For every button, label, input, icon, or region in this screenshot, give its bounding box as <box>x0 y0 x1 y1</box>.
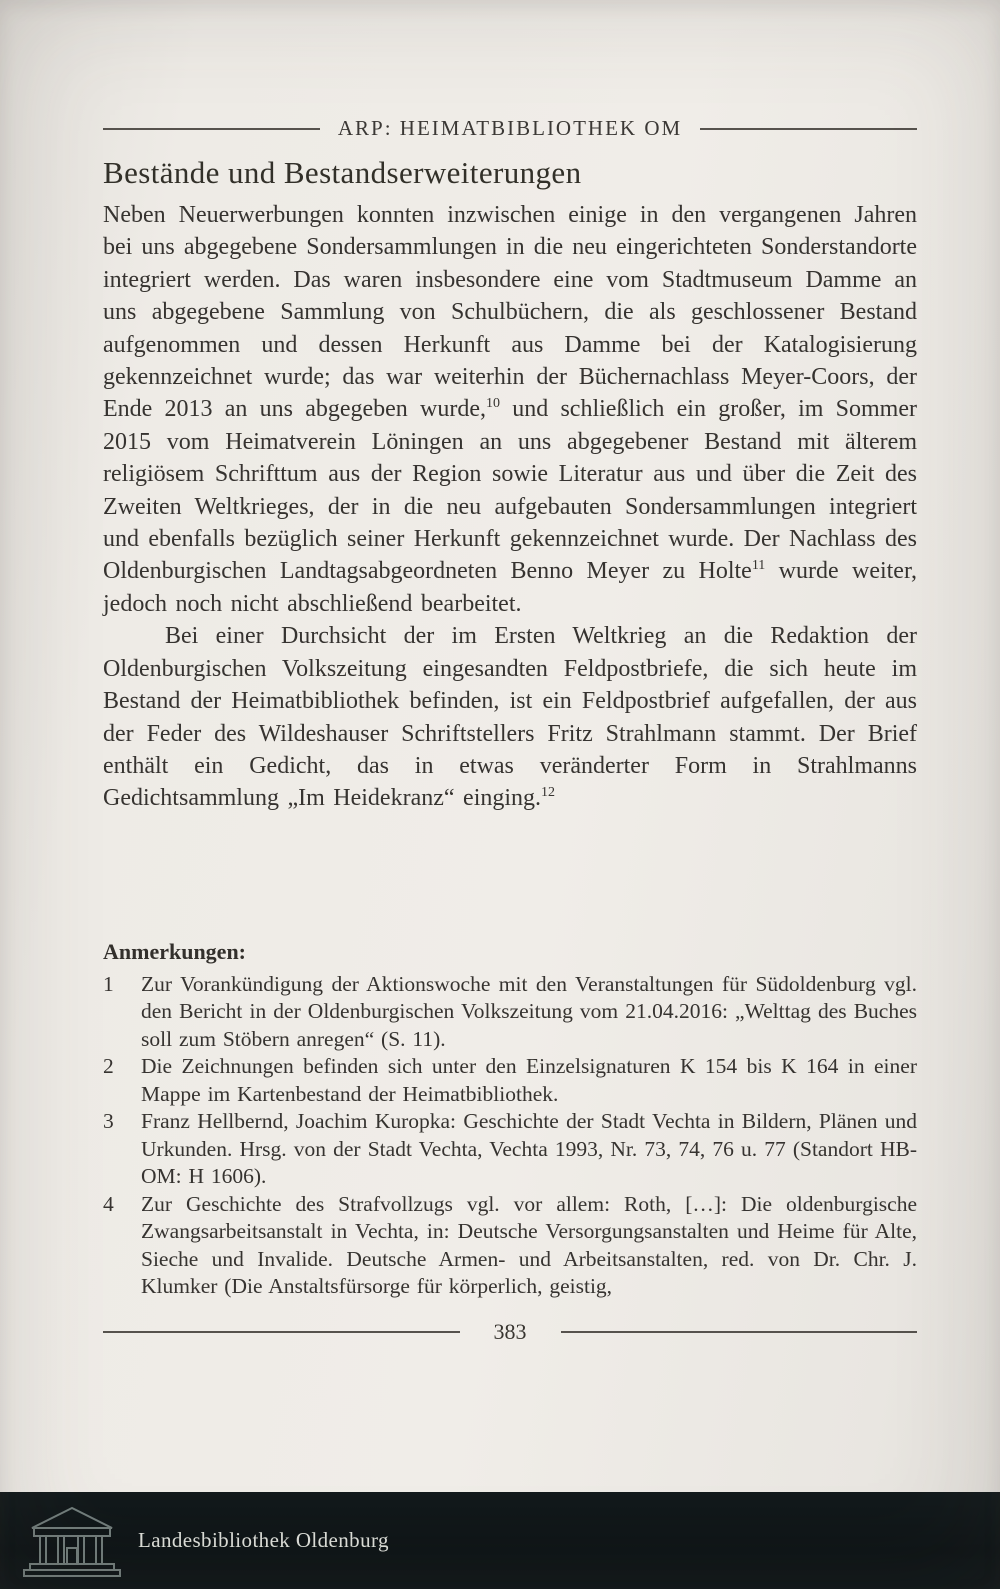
footnote-ref-12: 12 <box>541 785 556 801</box>
footnote-ref-11: 11 <box>751 558 766 574</box>
footnote-number: 2 <box>103 1054 114 1079</box>
footnote-text: Die Zeichnungen befinden sich unter den Einzelsignaturen K 154 bis K 164 in einer Mappe im Kartenbestand der Heimatbibliothek. <box>141 1054 917 1106</box>
footnotes-heading: Anmerkungen: <box>103 938 247 964</box>
footnote-number: 3 <box>103 1109 114 1134</box>
paragraph-1 <box>103 199 917 620</box>
running-head-rule-left <box>103 128 320 130</box>
footnote-item <box>103 1108 917 1191</box>
page-number-rule-right <box>561 1331 918 1333</box>
footnote-text: Franz Hellbernd, Joachim Kuropka: Geschichte der Stadt Vechta in Bildern, Plänen und Urkunden. Hrsg. von der Stadt Vechta, Vechta 1993, Nr. 73, 74, 76 u. 77 (Standort HB-OM: H 1606). <box>141 1109 917 1189</box>
footnote-text: Zur Vorankündigung der Aktionswoche mit den Veranstaltungen für Südoldenburg vgl. den Bericht in der Oldenburgischen Volkszeitung vom 21.04.2016: „Welttag des Buches soll zum Stöbern anregen“ (S. 11). <box>141 971 917 1051</box>
footnotes-section <box>103 939 917 1301</box>
paragraph-2 <box>103 620 917 814</box>
paragraph-1-text: Neben Neuerwerbungen konnten inzwischen einige in den vergangenen Jahren bei uns abgegebene Sondersammlungen in die neu eingerichteten Sonderstandorte integriert werden. Das waren insbesondere eine vom Stadtmuseum Damme an uns abgegebene Sammlung von Schulbüchern, die als geschlossener Bestand aufgenommen und dessen Herkunft aus Damme bei der Katalogisierung gekennzeichnet wurde; das war weiterhin der Büchernachlass Meyer-Coors, der Ende 2013 an uns abgegeben wurde, <box>103 202 917 423</box>
paragraph-1-text: wurde weiter, jedoch noch nicht abschließend bearbeitet. <box>103 558 917 617</box>
running-head-rule-right <box>700 128 917 130</box>
footnote-number: 4 <box>103 1191 114 1216</box>
footnote-item <box>103 1053 917 1108</box>
footnote-ref-10: 10 <box>486 396 501 412</box>
paragraph-1-text: und schließlich ein großer, im Sommer 2015 vom Heimatverein Löningen an uns abgegebener Bestand mit älterem religiösem Schrifttum aus der Region sowie Literatur aus und über die Zeit des Zweiten Weltkrieges, der in die neu aufgebauten Sondersammlungen integriert und ebenfalls bezüglich seiner Herkunft gekennzeichnet wurde. Der Nachlass des Oldenburgischen Landtagsabgeordneten Benno Meyer zu Holte <box>103 396 917 585</box>
page-number-row <box>103 1319 917 1345</box>
library-footer-bar <box>0 1492 1000 1589</box>
footnote-number: 1 <box>103 971 114 996</box>
footnote-text: Zur Geschichte des Strafvollzugs vgl. vor allem: Roth, […]: Die oldenburgische Zwangsarbeitsanstalt in Vechta, in: Deutsche Versorgungsanstalten und Heime für Alte, Sieche und Invalide. Deutsche Armen- und Arbeitsanstalten, red. von Dr. Chr. J. Klumker (Die Anstaltsfürsorge für körperlich, geistig, <box>141 1191 917 1299</box>
page-number: 383 <box>493 1318 527 1344</box>
library-name: Landesbibliothek Oldenburg <box>138 1528 389 1552</box>
section-title: Bestände und Bestandserweiterungen <box>103 155 582 190</box>
page-number-rule-left <box>103 1331 460 1333</box>
text-block <box>103 116 917 1345</box>
running-head-text: ARP: HEIMATBIBLIOTHEK OM <box>337 116 683 140</box>
running-head <box>103 116 917 141</box>
library-building-icon <box>20 1502 124 1580</box>
footnote-item <box>103 1191 917 1301</box>
paragraph-2-text: Bei einer Durchsicht der im Ersten Weltkrieg an die Redaktion der Oldenburgischen Volkszeitung eingesandten Feldpostbriefe, die sich heute im Bestand der Heimatbibliothek befinden, ist ein Feldpostbrief aufgefallen, der aus der Feder des Wildeshauser Schriftstellers Fritz Strahlmann stammt. Der Brief enthält ein Gedicht, das in etwas veränderter Form in Strahlmanns Gedichtsammlung „Im Heidekranz“ einging. <box>103 623 917 812</box>
footnote-item <box>103 971 917 1054</box>
body-text <box>103 199 917 815</box>
